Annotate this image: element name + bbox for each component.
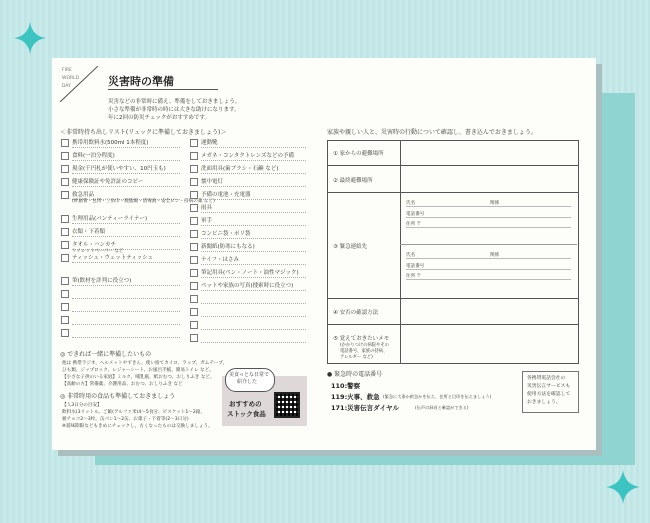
checklist-row-line bbox=[201, 238, 306, 239]
qr-code-icon[interactable] bbox=[274, 392, 300, 418]
checklist-row-line bbox=[201, 173, 306, 174]
checkbox[interactable] bbox=[190, 269, 198, 277]
checkbox[interactable] bbox=[190, 152, 198, 160]
checklist-row-line bbox=[72, 173, 180, 174]
checklist-row-line bbox=[201, 225, 306, 226]
disaster-preparation-sheet bbox=[52, 58, 596, 450]
checkbox[interactable] bbox=[190, 217, 198, 225]
row-label-emergency-contact: ③ 緊急連絡先 bbox=[333, 244, 368, 250]
row-label-home-evacuation: ① 家からの避難場所 bbox=[333, 151, 384, 157]
emergency-171: 171:災害伝言ダイヤル bbox=[331, 404, 399, 412]
stock-text-4: ※賞味期限などもきめにチェックし、古くなったものは交換しましょう。 bbox=[62, 424, 213, 429]
checklist-title: ＜非常時持ち出しリスト(リュックに準備しておきましょう)＞ bbox=[60, 129, 227, 136]
checkbox[interactable] bbox=[190, 204, 198, 212]
checklist-row-line bbox=[72, 147, 180, 148]
checkbox[interactable] bbox=[190, 295, 198, 303]
table-row-line bbox=[327, 298, 578, 299]
contact-phone-label: 電話番号 bbox=[406, 264, 425, 269]
checkbox[interactable] bbox=[61, 191, 69, 199]
checkbox[interactable] bbox=[61, 254, 69, 262]
checklist-row-line bbox=[201, 316, 306, 317]
memo-sub-3: アレルギー など) bbox=[340, 355, 373, 360]
checkbox[interactable] bbox=[61, 241, 69, 249]
checklist-row-line bbox=[72, 186, 180, 187]
optional-text-2: ひも類、ジップロック、レジャーシート、お風呂手帳、簡易トイレ など。 bbox=[62, 368, 214, 373]
contact-relation-label: 関係 bbox=[490, 253, 500, 258]
checkbox[interactable] bbox=[190, 334, 198, 342]
stock-text-3: 板チョコ2〜3枚、缶パン1〜2缶、お菓子・下着等(2〜3日分) bbox=[62, 417, 189, 422]
checkbox[interactable] bbox=[61, 303, 69, 311]
title-underline bbox=[108, 89, 218, 90]
checklist-row-line bbox=[201, 290, 306, 291]
checkbox[interactable] bbox=[61, 152, 69, 160]
contact-field-line[interactable] bbox=[406, 258, 571, 259]
checklist-item-label: 洗面用具(歯ブラシ・石鹸 など) bbox=[201, 166, 279, 172]
stock-box-title-2: ストック食品 bbox=[227, 410, 266, 418]
checklist-row-line bbox=[201, 329, 306, 330]
optional-title: ◎ できれば一緒に準備したいもの bbox=[60, 351, 152, 358]
checkbox[interactable] bbox=[61, 316, 69, 324]
contact-field-line[interactable] bbox=[406, 206, 571, 207]
optional-text-1: 他は 携帯ラジオ、ヘルメットやずきん、使い捨てカイロ、ラップ、ガムテープ、 bbox=[62, 361, 228, 366]
checkbox[interactable] bbox=[190, 308, 198, 316]
checklist-item-label: 筆記用具(ペン・ノート・油性マジック) bbox=[201, 270, 299, 276]
row-label-memo: ⑤ 覚えておきたいメモ bbox=[333, 336, 390, 342]
checkbox[interactable] bbox=[61, 178, 69, 186]
emergency-119: 119:火事、救急 bbox=[331, 393, 380, 401]
emergency-title: ● 緊急時の電話番号 bbox=[327, 371, 383, 378]
checklist-row-line bbox=[201, 199, 306, 200]
checklist-row-line bbox=[201, 251, 306, 252]
family-table bbox=[327, 140, 579, 364]
checklist-row-line bbox=[72, 236, 180, 237]
stock-text-2: 飲料水(3リットル。ご飯(アルファ米)4〜5食分、ビスケット1〜2箱、 bbox=[62, 410, 205, 415]
checklist-row-line bbox=[201, 264, 306, 265]
checklist-row-line bbox=[201, 160, 306, 161]
contact-phone-label: 電話番号 bbox=[406, 212, 425, 217]
checkbox[interactable] bbox=[190, 321, 198, 329]
checkbox[interactable] bbox=[61, 228, 69, 236]
table-row-line bbox=[327, 324, 578, 325]
checkbox[interactable] bbox=[190, 282, 198, 290]
checklist-row-line bbox=[72, 262, 180, 263]
contact-name-label: 氏名 bbox=[406, 201, 416, 206]
checkbox[interactable] bbox=[190, 165, 198, 173]
memo-sub-1: (かかりつけの病院やその bbox=[340, 343, 389, 348]
checkbox[interactable] bbox=[61, 277, 69, 285]
checklist-row-line bbox=[72, 337, 180, 338]
logo-text-3: DAY bbox=[62, 84, 71, 89]
checkbox[interactable] bbox=[190, 178, 198, 186]
table-row-line bbox=[327, 192, 578, 193]
checklist-item-label: メガネ・コンタクトレンズなどの予備 bbox=[201, 153, 294, 159]
checklist-row-line bbox=[201, 303, 306, 304]
memo-sub-2: 電話番号、家族の持病、 bbox=[340, 349, 388, 354]
sparkle-icon bbox=[606, 470, 640, 504]
checklist-item-label: 運動靴 bbox=[201, 140, 218, 146]
intro-line-3: 年に2回の防災チェックがおすすめです。 bbox=[108, 115, 210, 121]
checkbox[interactable] bbox=[61, 165, 69, 173]
row-label-safety-check: ④ 安否の確認方法 bbox=[333, 310, 379, 316]
logo-text-2: WORLD bbox=[62, 76, 80, 81]
checklist-item-label: ペットや家族の写真(捜索時に役立つ) bbox=[201, 283, 294, 289]
stock-box-title-1: おすすめの bbox=[229, 400, 262, 408]
optional-text-3: 【小さな子供のいる家庭】ミルク、哺乳瓶、紙おむつ、おしりふき など。 bbox=[62, 375, 215, 380]
table-divider bbox=[400, 140, 401, 364]
checklist-item-label: 衣類・下着類 bbox=[72, 229, 106, 235]
checklist-item-label: コンビニ袋・ポリ袋 bbox=[201, 231, 251, 237]
emergency-171-note: (伝声の録音と確認ができる) bbox=[415, 405, 469, 410]
logo-text-1: FIRE bbox=[62, 68, 72, 73]
checklist-item-label: 予備の電池・充電器 bbox=[201, 192, 251, 198]
mobile-note-1: 各携帯電話会社の bbox=[527, 376, 566, 381]
checklist-row-line bbox=[201, 186, 306, 187]
checklist-row-line bbox=[72, 223, 180, 224]
checklist-item-label: 食料(一泊分程度) bbox=[72, 153, 115, 159]
checkbox[interactable] bbox=[190, 139, 198, 147]
checklist-row-line bbox=[72, 298, 180, 299]
intro-line-1: 災害などの非常時に備え、準備をしておきましょう。 bbox=[108, 99, 241, 105]
contact-name-label: 氏名 bbox=[406, 253, 416, 258]
emergency-110: 110:警察 bbox=[331, 382, 361, 390]
checkbox[interactable] bbox=[190, 191, 198, 199]
checklist-item-label: 健康保険証や免許証のコピー bbox=[72, 179, 144, 185]
checklist-item-label: ティッシュ・ウェットティッシュ bbox=[72, 255, 154, 261]
stock-text-1: 【人3日分の目安】 bbox=[62, 403, 102, 408]
contact-field-line[interactable] bbox=[406, 227, 571, 228]
checkbox[interactable] bbox=[61, 329, 69, 337]
contact-address-label: 住所 〒 bbox=[406, 222, 422, 227]
checklist-item-label: 軍手 bbox=[201, 218, 213, 224]
checklist-row-line bbox=[201, 147, 306, 148]
bubble-text-1: 美食っとな日常で bbox=[229, 372, 270, 378]
checklist-item-label: 生理用品(パンティーライナー) bbox=[72, 216, 148, 222]
optional-text-4: 【高齢の方】常備薬、介護用品、おむつ、おしりふき など bbox=[62, 382, 183, 387]
stock-title: ◎ 非常時用の食品も準備しておきましょう bbox=[60, 393, 176, 400]
checklist-item-label: 懐中電灯 bbox=[201, 179, 224, 185]
table-row-line bbox=[327, 165, 578, 166]
family-title: 家族や親しい人と、災害時の行動について確認し、書き込んでおきましょう。 bbox=[327, 129, 537, 136]
checklist-item-sub: (絆創膏・包帯・三角巾・脱脂綿・消毒液・安全ピン・持病の薬 など) bbox=[72, 199, 215, 204]
intro-line-2: 小さな準備が非常時の時には大きな助けになります。 bbox=[108, 107, 240, 113]
contact-field-line[interactable] bbox=[406, 217, 571, 218]
checklist-item-label: ナイフ・はさみ bbox=[201, 257, 239, 263]
contact-address-label: 住所 〒 bbox=[406, 274, 422, 279]
checkbox[interactable] bbox=[190, 243, 198, 251]
checklist-row-line bbox=[201, 212, 306, 213]
mobile-note-3: 使用方法を確認して bbox=[527, 392, 571, 397]
logo bbox=[60, 66, 100, 102]
checkbox[interactable] bbox=[190, 256, 198, 264]
checkbox[interactable] bbox=[61, 215, 69, 223]
emergency-119-note: (緊急に大事か救急かを伝え、住所と目印を伝えましょう) bbox=[383, 394, 492, 399]
checklist-item-label: 新聞紙(防寒にもなる) bbox=[201, 244, 255, 250]
checklist-row-line bbox=[72, 160, 180, 161]
checkbox[interactable] bbox=[190, 230, 198, 238]
contact-relation-label: 関係 bbox=[490, 201, 500, 206]
checkbox[interactable] bbox=[61, 290, 69, 298]
checklist-row-line bbox=[201, 277, 306, 278]
checklist-item-label: 現金(千円札が使いやすい、10円玉も) bbox=[72, 166, 166, 172]
checklist-item-label: 救急用品 bbox=[72, 192, 95, 198]
sparkle-icon bbox=[14, 22, 46, 54]
checklist-row-line bbox=[72, 311, 180, 312]
contact-field-line[interactable] bbox=[406, 269, 571, 270]
checklist-item-label: 雨具 bbox=[201, 205, 213, 211]
checklist-item-label: 携帯用飲料水(500ml 1本程度) bbox=[72, 140, 149, 146]
checklist-item-label: タオル・ハンカチ bbox=[72, 242, 117, 248]
page-title: 災害時の準備 bbox=[108, 75, 174, 88]
checklist-row-line bbox=[72, 324, 180, 325]
bubble-text-2: 紹介した bbox=[237, 379, 258, 385]
mobile-note-4: おきましょう。 bbox=[527, 400, 561, 405]
row-label-final-evacuation: ② 最終避難場所 bbox=[333, 178, 373, 184]
mobile-note-2: 災害伝言サービスも bbox=[527, 384, 571, 389]
checklist-item-sub: トイレットペーパー など bbox=[72, 249, 124, 254]
checkbox[interactable] bbox=[61, 139, 69, 147]
checklist-item-label: 筆(飲材を評判に役立つ) bbox=[72, 278, 132, 284]
contact-field-line[interactable] bbox=[406, 279, 571, 280]
contact-split-line bbox=[400, 244, 577, 245]
checklist-row-line bbox=[72, 285, 180, 286]
checklist-row-line bbox=[201, 342, 306, 343]
